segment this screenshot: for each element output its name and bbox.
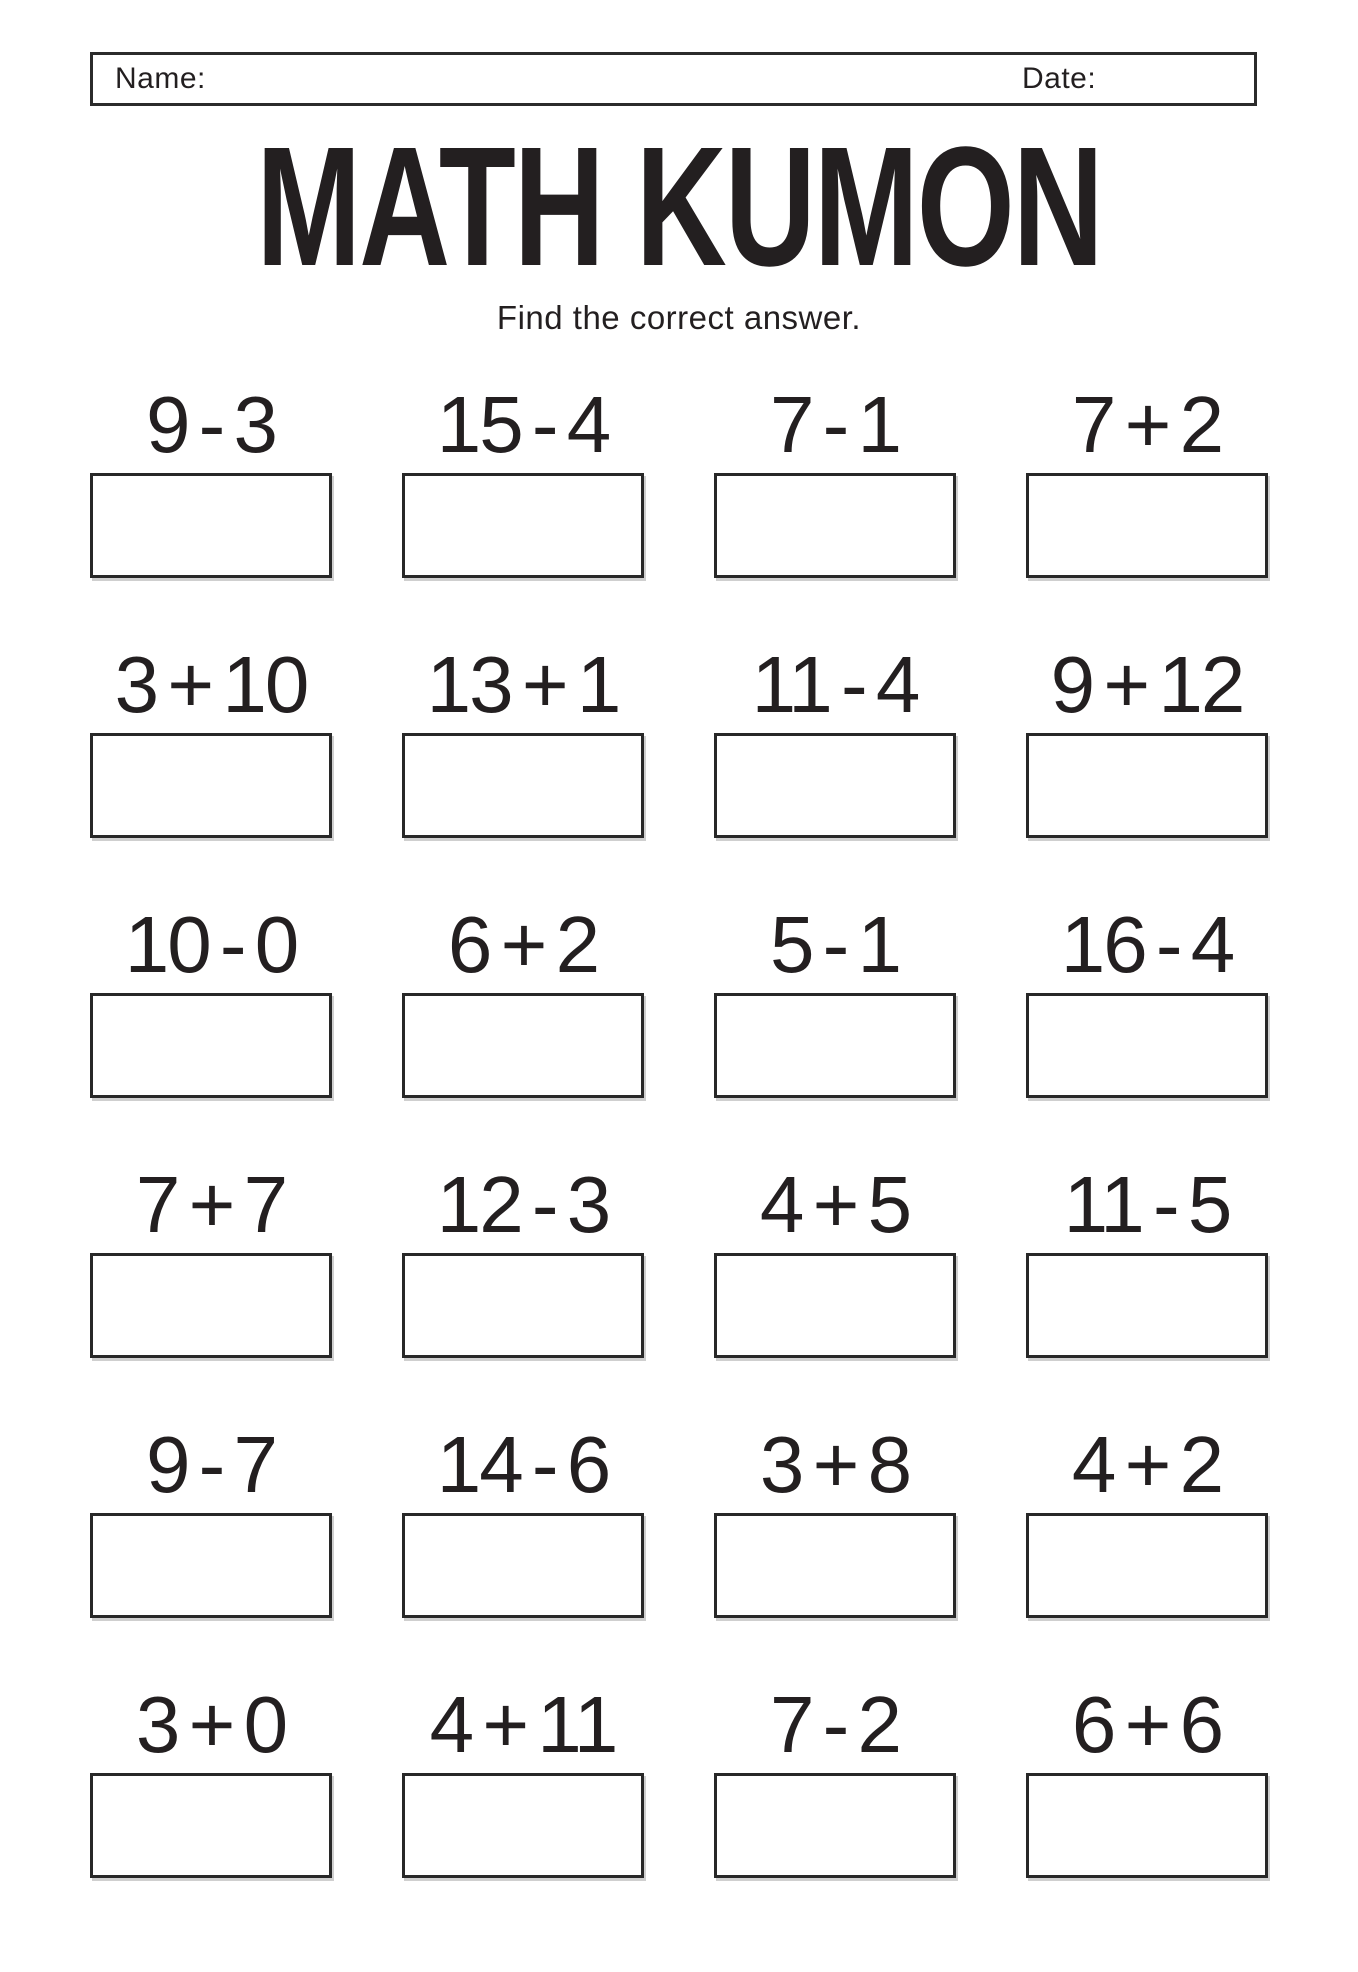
answer-box[interactable]	[90, 1513, 332, 1618]
answer-box[interactable]	[90, 733, 332, 838]
problem-expression: 16 - 4	[1060, 900, 1234, 989]
problem-cell	[402, 640, 644, 838]
instruction-text: Find the correct answer.	[496, 299, 862, 336]
problem-expression: 9 - 7	[145, 1420, 277, 1509]
problem-expression: 7 + 7	[135, 1160, 287, 1249]
worksheet-page	[90, 52, 1268, 1945]
answer-box[interactable]	[402, 1773, 644, 1878]
problem-expression: 4 + 2	[1071, 1420, 1223, 1509]
answer-box[interactable]	[402, 473, 644, 578]
name-label: Name:	[115, 62, 206, 95]
name-input-area[interactable]	[206, 62, 266, 96]
answer-box[interactable]	[90, 1253, 332, 1358]
name-date-box	[90, 52, 1257, 106]
problem-expression: 14 - 6	[436, 1420, 610, 1509]
answer-box[interactable]	[1026, 473, 1268, 578]
problem-expression: 11 - 5	[1063, 1160, 1231, 1249]
problem-cell	[714, 1680, 956, 1878]
problem-expression: 15 - 4	[436, 380, 610, 469]
answer-box[interactable]	[402, 733, 644, 838]
answer-box[interactable]	[1026, 993, 1268, 1098]
problem-expression: 7 - 2	[769, 1680, 901, 1769]
answer-box[interactable]	[90, 473, 332, 578]
problem-cell	[90, 1680, 332, 1878]
problem-cell	[1026, 640, 1268, 838]
problem-expression: 6 + 2	[447, 900, 599, 989]
problem-cell	[90, 640, 332, 838]
answer-box[interactable]	[402, 1253, 644, 1358]
problem-cell	[90, 380, 332, 578]
answer-box[interactable]	[90, 993, 332, 1098]
answer-box[interactable]	[714, 733, 956, 838]
title-area	[90, 111, 1268, 302]
answer-box[interactable]	[90, 1773, 332, 1878]
date-field	[1022, 62, 1254, 96]
problem-expression: 9 + 12	[1050, 640, 1244, 729]
problem-cell	[714, 1420, 956, 1618]
problem-expression: 4 + 5	[759, 1160, 911, 1249]
problem-cell	[714, 1160, 956, 1358]
problem-cell	[402, 1160, 644, 1358]
answer-box[interactable]	[1026, 1513, 1268, 1618]
date-input-area[interactable]	[1096, 62, 1156, 96]
problem-cell	[402, 1420, 644, 1618]
worksheet-title: MATH KUMON	[256, 111, 1102, 302]
answer-box[interactable]	[1026, 1253, 1268, 1358]
problem-cell	[1026, 1680, 1268, 1878]
answer-box[interactable]	[402, 1513, 644, 1618]
problem-expression: 3 + 0	[135, 1680, 287, 1769]
problem-cell	[714, 640, 956, 838]
answer-box[interactable]	[714, 1253, 956, 1358]
problem-cell	[402, 900, 644, 1098]
answer-box[interactable]	[714, 1513, 956, 1618]
answer-box[interactable]	[1026, 733, 1268, 838]
problem-cell	[90, 900, 332, 1098]
problem-expression: 12 - 3	[436, 1160, 610, 1249]
problem-expression: 3 + 10	[114, 640, 308, 729]
problem-expression: 10 - 0	[124, 900, 298, 989]
problem-cell	[1026, 900, 1268, 1098]
problem-expression: 13 + 1	[426, 640, 620, 729]
answer-box[interactable]	[1026, 1773, 1268, 1878]
problem-cell	[1026, 1420, 1268, 1618]
problem-expression: 11 - 4	[751, 640, 919, 729]
problem-cell	[402, 380, 644, 578]
answer-box[interactable]	[714, 993, 956, 1098]
date-label: Date:	[1022, 62, 1097, 95]
answer-box[interactable]	[714, 1773, 956, 1878]
problem-cell	[90, 1420, 332, 1618]
problem-expression: 6 + 6	[1071, 1680, 1223, 1769]
problem-expression: 9 - 3	[145, 380, 277, 469]
problem-expression: 4 + 11	[429, 1680, 617, 1769]
problem-cell	[714, 380, 956, 578]
problems-grid	[90, 380, 1268, 1945]
problem-expression: 3 + 8	[759, 1420, 911, 1509]
problem-cell	[714, 900, 956, 1098]
name-field	[93, 62, 1022, 96]
problem-cell	[90, 1160, 332, 1358]
problem-cell	[402, 1680, 644, 1878]
problem-expression: 7 - 1	[769, 380, 901, 469]
problem-cell	[1026, 1160, 1268, 1358]
answer-box[interactable]	[402, 993, 644, 1098]
problem-cell	[1026, 380, 1268, 578]
problem-expression: 7 + 2	[1071, 380, 1223, 469]
problem-expression: 5 - 1	[769, 900, 901, 989]
answer-box[interactable]	[714, 473, 956, 578]
